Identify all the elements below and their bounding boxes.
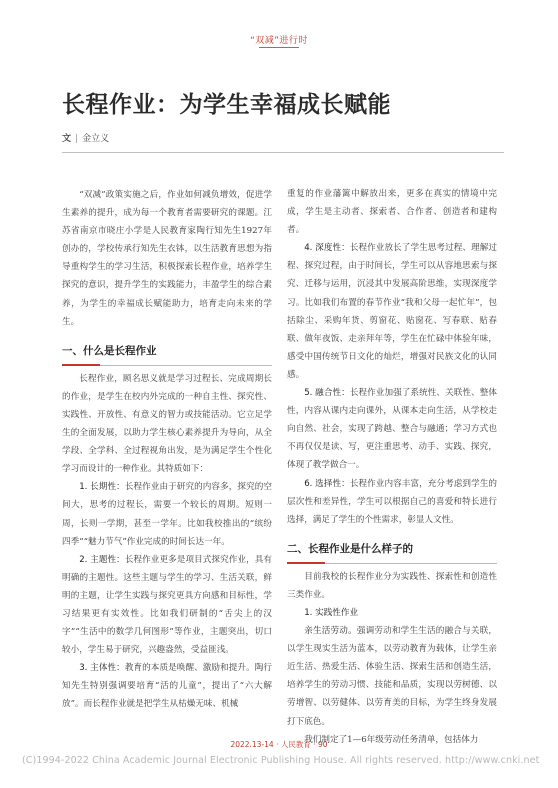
byline xyxy=(62,131,109,144)
feature-body: 长程作业内容丰富，充分考虑到学生的层次性和差异性，学生可以根据自己的喜爱和特长进行选择，满足了学生的个性需求，彰显人文性。 xyxy=(287,478,497,525)
byline-divider xyxy=(62,152,504,153)
copyright-watermark: (C)1994-2022 China Academic Journal Electronic Publishing House. All rights reserved. http://www.cnki.net xyxy=(22,755,540,766)
feature-body: 长程作业更多是项目式探究作业，具有明确的主题性。这些主题与学生的学习、生活关联，鲜明的主题，让学生实践与探究更具方向感和目标性，学习结果更有实效性。比如我们研制的“舌尖上的汉字”“生活中的数学几何图形”等作业，主题突出，切口较小，学生易于研究，兴趣盎然，受益匪浅。 xyxy=(62,554,272,656)
intro-paragraph: “双减”政策实施之后，作业如何减负增效，促进学生素养的提升，成为每一个教育者需要研究的课题。江苏省南京市晓庄小学是人民教育家陶行知先生1927年创办的，学校传承行知先生衣钵，以生活教育思想为指导重构学生的学习生活，积极探索长程作业，培养学生探究的意识，提升学生的实践能力，丰盈学生的综合素养，为学生的幸福成长赋能助力，培育走向未来的学生。 xyxy=(62,190,272,327)
section-heading-1: 一、什么是长程作业 xyxy=(62,340,272,366)
feature-thematic xyxy=(62,551,272,660)
paragraph-categories: 目前我校的长程作业分为实践性、探索性和创造性三类作业。 xyxy=(287,571,497,600)
paragraph-lead: 亲生活劳动。 xyxy=(304,626,357,637)
paragraph-task-list: 我们制定了1—6年级劳动任务清单，包括体力 xyxy=(304,734,479,745)
feature-body: 教育的本质是唤醒、激励和提升。陶行知先生特别强调要培育“活的儿童”，提出了“六大解放”。而长程作业就是把学生从枯燥无味、机械 xyxy=(62,663,272,710)
feature-lead: 2. 主题性： xyxy=(79,554,125,565)
paragraph-definition: 长程作业，顾名思义就是学习过程长、完成周期长的作业，是学生在校内外完成的一种自主性、探究性、实践性、开放性、有意义的智力或技能活动。它立足学生的全面发展，以助力学生核心素养提升为导向，从全学段、全学科、全过程视角出发，是为满足学生个性化学习而设计的一种作业。其特质如下： xyxy=(62,373,272,475)
left-column xyxy=(62,186,272,714)
section-heading-2: 二、长程作业是什么样子的 xyxy=(287,538,497,564)
feature-depth xyxy=(287,239,497,384)
section-tag: “双减”进行时 xyxy=(250,36,308,46)
feature-integration xyxy=(287,384,497,474)
feature-lead: 1. 长期性： xyxy=(79,482,125,493)
feature-body: 长程作业放长了学生思考过程、理解过程、探究过程，由于时间长，学生可以从容地思索与探究、迁移与运用，沉浸其中发展高阶思维，实现深度学习。比如我们布置的春节作业“我和父母一起忙年”，包括除尘、采购年货、剪窗花、贴窗花、写春联、贴春联、做年夜饭、走亲拜年等，学生在忙碌中体验年味，感受中国传统节日文化的灿烂，增强对民族文化的认同感。 xyxy=(287,243,497,380)
section-tag-rule xyxy=(259,47,299,48)
right-column xyxy=(287,185,497,749)
paragraph-life-labor xyxy=(287,622,497,731)
paragraph-body: 强调劳动和学生生活的融合与关联，以学生现实生活为蓝本，以劳动教育为载体，让学生亲近生活、热爱生活、体验生活、探索生活和创造生活，培养学生的劳动习惯、技能和品质，实现以劳树德、以劳增智、以劳健体、以劳育美的目标，为学生终身发展打下底色。 xyxy=(287,626,497,727)
feature-lead: 4. 深度性： xyxy=(304,243,350,254)
feature-body: 长程作业加强了系统性、关联性、整体性，内容从课内走向课外，从课本走向生活，从学校走向自然、社会，实现了跨越、整合与融通；学习方式也不再仅仅是读、写，更注重思考、动手、实践、探究，体现了教学做合一。 xyxy=(287,388,497,471)
feature-lead: 5. 融合性： xyxy=(304,388,350,399)
feature-lead: 6. 选择性： xyxy=(304,478,350,489)
feature-body: 长程作业由于研究的内容多，探究的空间大，思考的过程长，需要一个较长的周期。短则一周，长则一学期，甚至一学年。比如我校推出的“缤纷四季”“魅力节气”作业完成的时间长达一年。 xyxy=(62,482,272,547)
byline-label: 文 xyxy=(62,134,72,144)
author-name: 金立义 xyxy=(82,134,110,144)
feature-subject xyxy=(62,659,272,713)
article-title: 长程作业：为学生幸福成长赋能 xyxy=(62,92,391,118)
feature-lead: 3. 主体性： xyxy=(79,663,125,674)
paragraph-continued: 重复的作业藩篱中解放出来，更多在真实的情境中完成，学生是主动者、探索者、合作者、创造者和建构者。 xyxy=(287,189,497,236)
subheading-practical: 1. 实践性作业 xyxy=(304,607,359,618)
feature-choice xyxy=(287,475,497,529)
byline-separator: | xyxy=(75,134,79,144)
feature-long-term xyxy=(62,478,272,550)
page-footer: 2022.13-14 · 人民教育 · 90 xyxy=(230,740,328,749)
